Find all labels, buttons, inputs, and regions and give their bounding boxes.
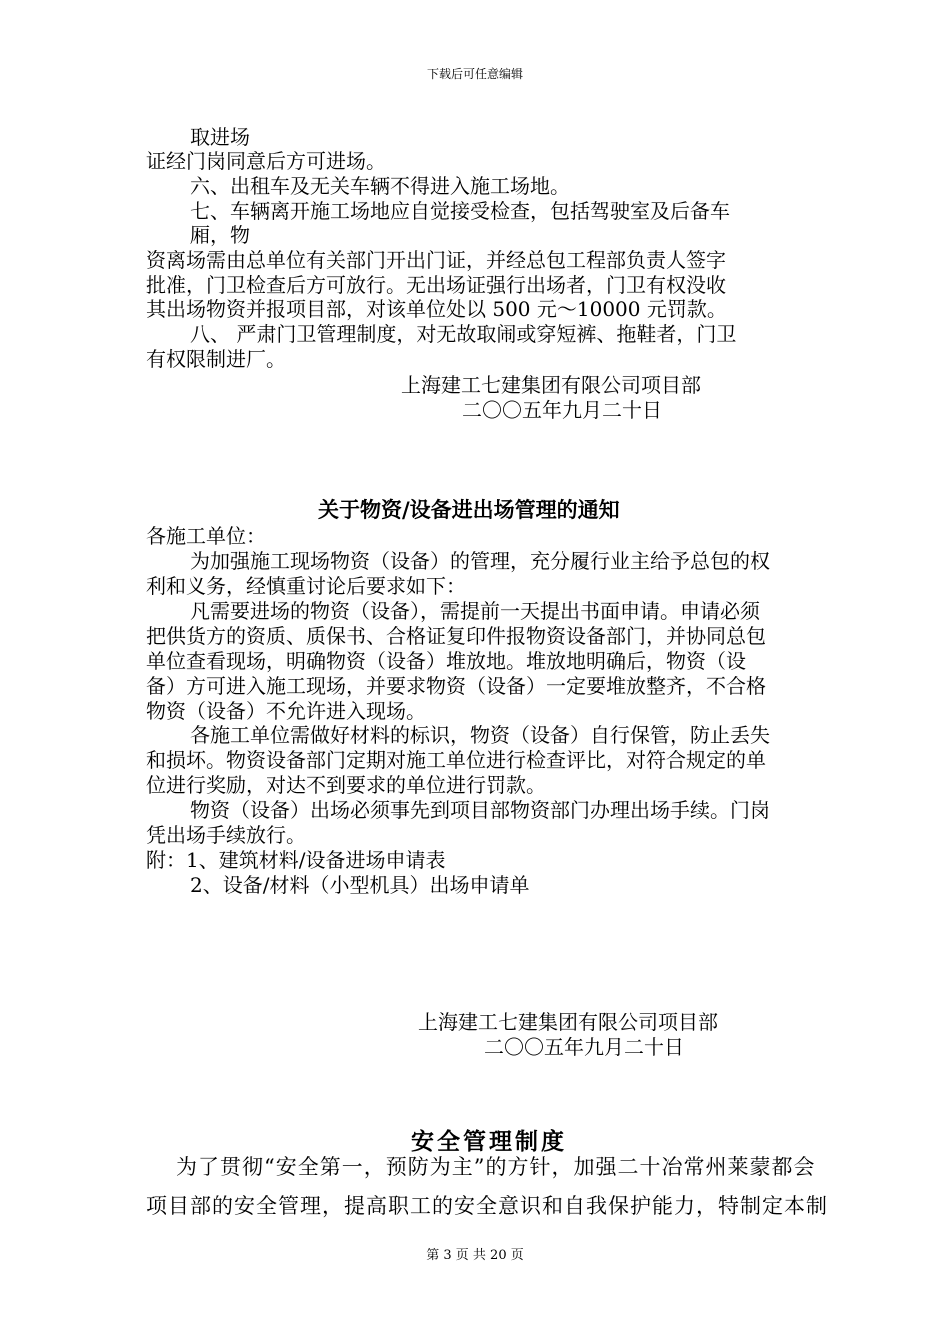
page-header: 下载后可任意编辑 (426, 67, 523, 81)
section-title: 安全管理制度 (411, 1128, 567, 1155)
signature-date: 二〇〇五年九月二十日 (462, 398, 662, 422)
paragraph-line: 凡需要进场的物资（设备），需提前一天提出书面申请。申请必须 (190, 599, 760, 623)
signature-organization: 上海建工七建集团有限公司项目部 (418, 1010, 718, 1034)
paragraph-line: 单位查看现场，明确物资（设备）堆放地。堆放地明确后，物资（设 (146, 649, 746, 673)
paragraph-line: 为加强施工现场物资（设备）的管理，充分履行业主给予总包的权 (190, 549, 770, 573)
paragraph-line: 项目部的安全管理，提高职工的安全意识和自我保护能力，特制定本制 (146, 1194, 828, 1218)
paragraph-line: 七、车辆离开施工场地应自觉接受检查，包括驾驶室及后备车 (190, 199, 730, 223)
signature-organization: 上海建工七建集团有限公司项目部 (401, 373, 701, 397)
paragraph-line: 位进行奖励，对达不到要求的单位进行罚款。 (146, 773, 546, 797)
attachment-line: 附：1、建筑材料/设备进场申请表 (146, 848, 446, 872)
paragraph-line: 各施工单位： (146, 524, 266, 548)
paragraph-line: 利和义务，经慎重讨论后要求如下： (146, 574, 466, 598)
paragraph-line: 厢，物 (190, 223, 250, 247)
paragraph-line: 把供货方的资质、质保书、合格证复印件报物资设备部门，并协同总包 (146, 624, 766, 648)
paragraph-line: 物资（设备）出场必须事先到项目部物资部门办理出场手续。门岗 (190, 798, 770, 822)
paragraph-line: 资离场需由总单位有关部门开出门证，并经总包工程部负责人签字 (146, 248, 726, 272)
paragraph-line: 为了贯彻“安全第一，预防为主”的方针，加强二十冶常州莱蒙都会 (176, 1155, 816, 1179)
paragraph-line: 六、出租车及无关车辆不得进入施工场地。 (190, 174, 570, 198)
paragraph-line: 各施工单位需做好材料的标识，物资（设备）自行保管，防止丢失 (190, 723, 770, 747)
paragraph-line: 备）方可进入施工现场，并要求物资（设备）一定要堆放整齐，不合格 (146, 674, 766, 698)
paragraph-line: 批准，门卫检查后方可放行。无出场证强行出场者，门卫有权没收 (146, 273, 726, 297)
section-title: 关于物资/设备进出场管理的通知 (318, 497, 620, 522)
paragraph-line: 取进场 (190, 125, 250, 149)
paragraph-line: 证经门岗同意后方可进场。 (146, 149, 386, 173)
paragraph-line: 凭出场手续放行。 (146, 823, 306, 847)
paragraph-line: 物资（设备）不允许进入现场。 (146, 699, 426, 723)
paragraph-line: 八、 严肃门卫管理制度，对无故取闹或穿短裤、拖鞋者，门卫 (190, 322, 737, 346)
paragraph-line: 和损坏。物资设备部门定期对施工单位进行检查评比，对符合规定的单 (146, 748, 766, 772)
paragraph-line: 有权限制进厂。 (146, 347, 286, 371)
attachment-line: 2、设备/材料（小型机具）出场申请单 (190, 873, 530, 897)
paragraph-line: 其出场物资并报项目部，对该单位处以 500 元～10000 元罚款。 (146, 297, 727, 321)
signature-date: 二〇〇五年九月二十日 (484, 1035, 684, 1059)
page-footer: 第 3 页 共 20 页 (426, 1248, 524, 1263)
